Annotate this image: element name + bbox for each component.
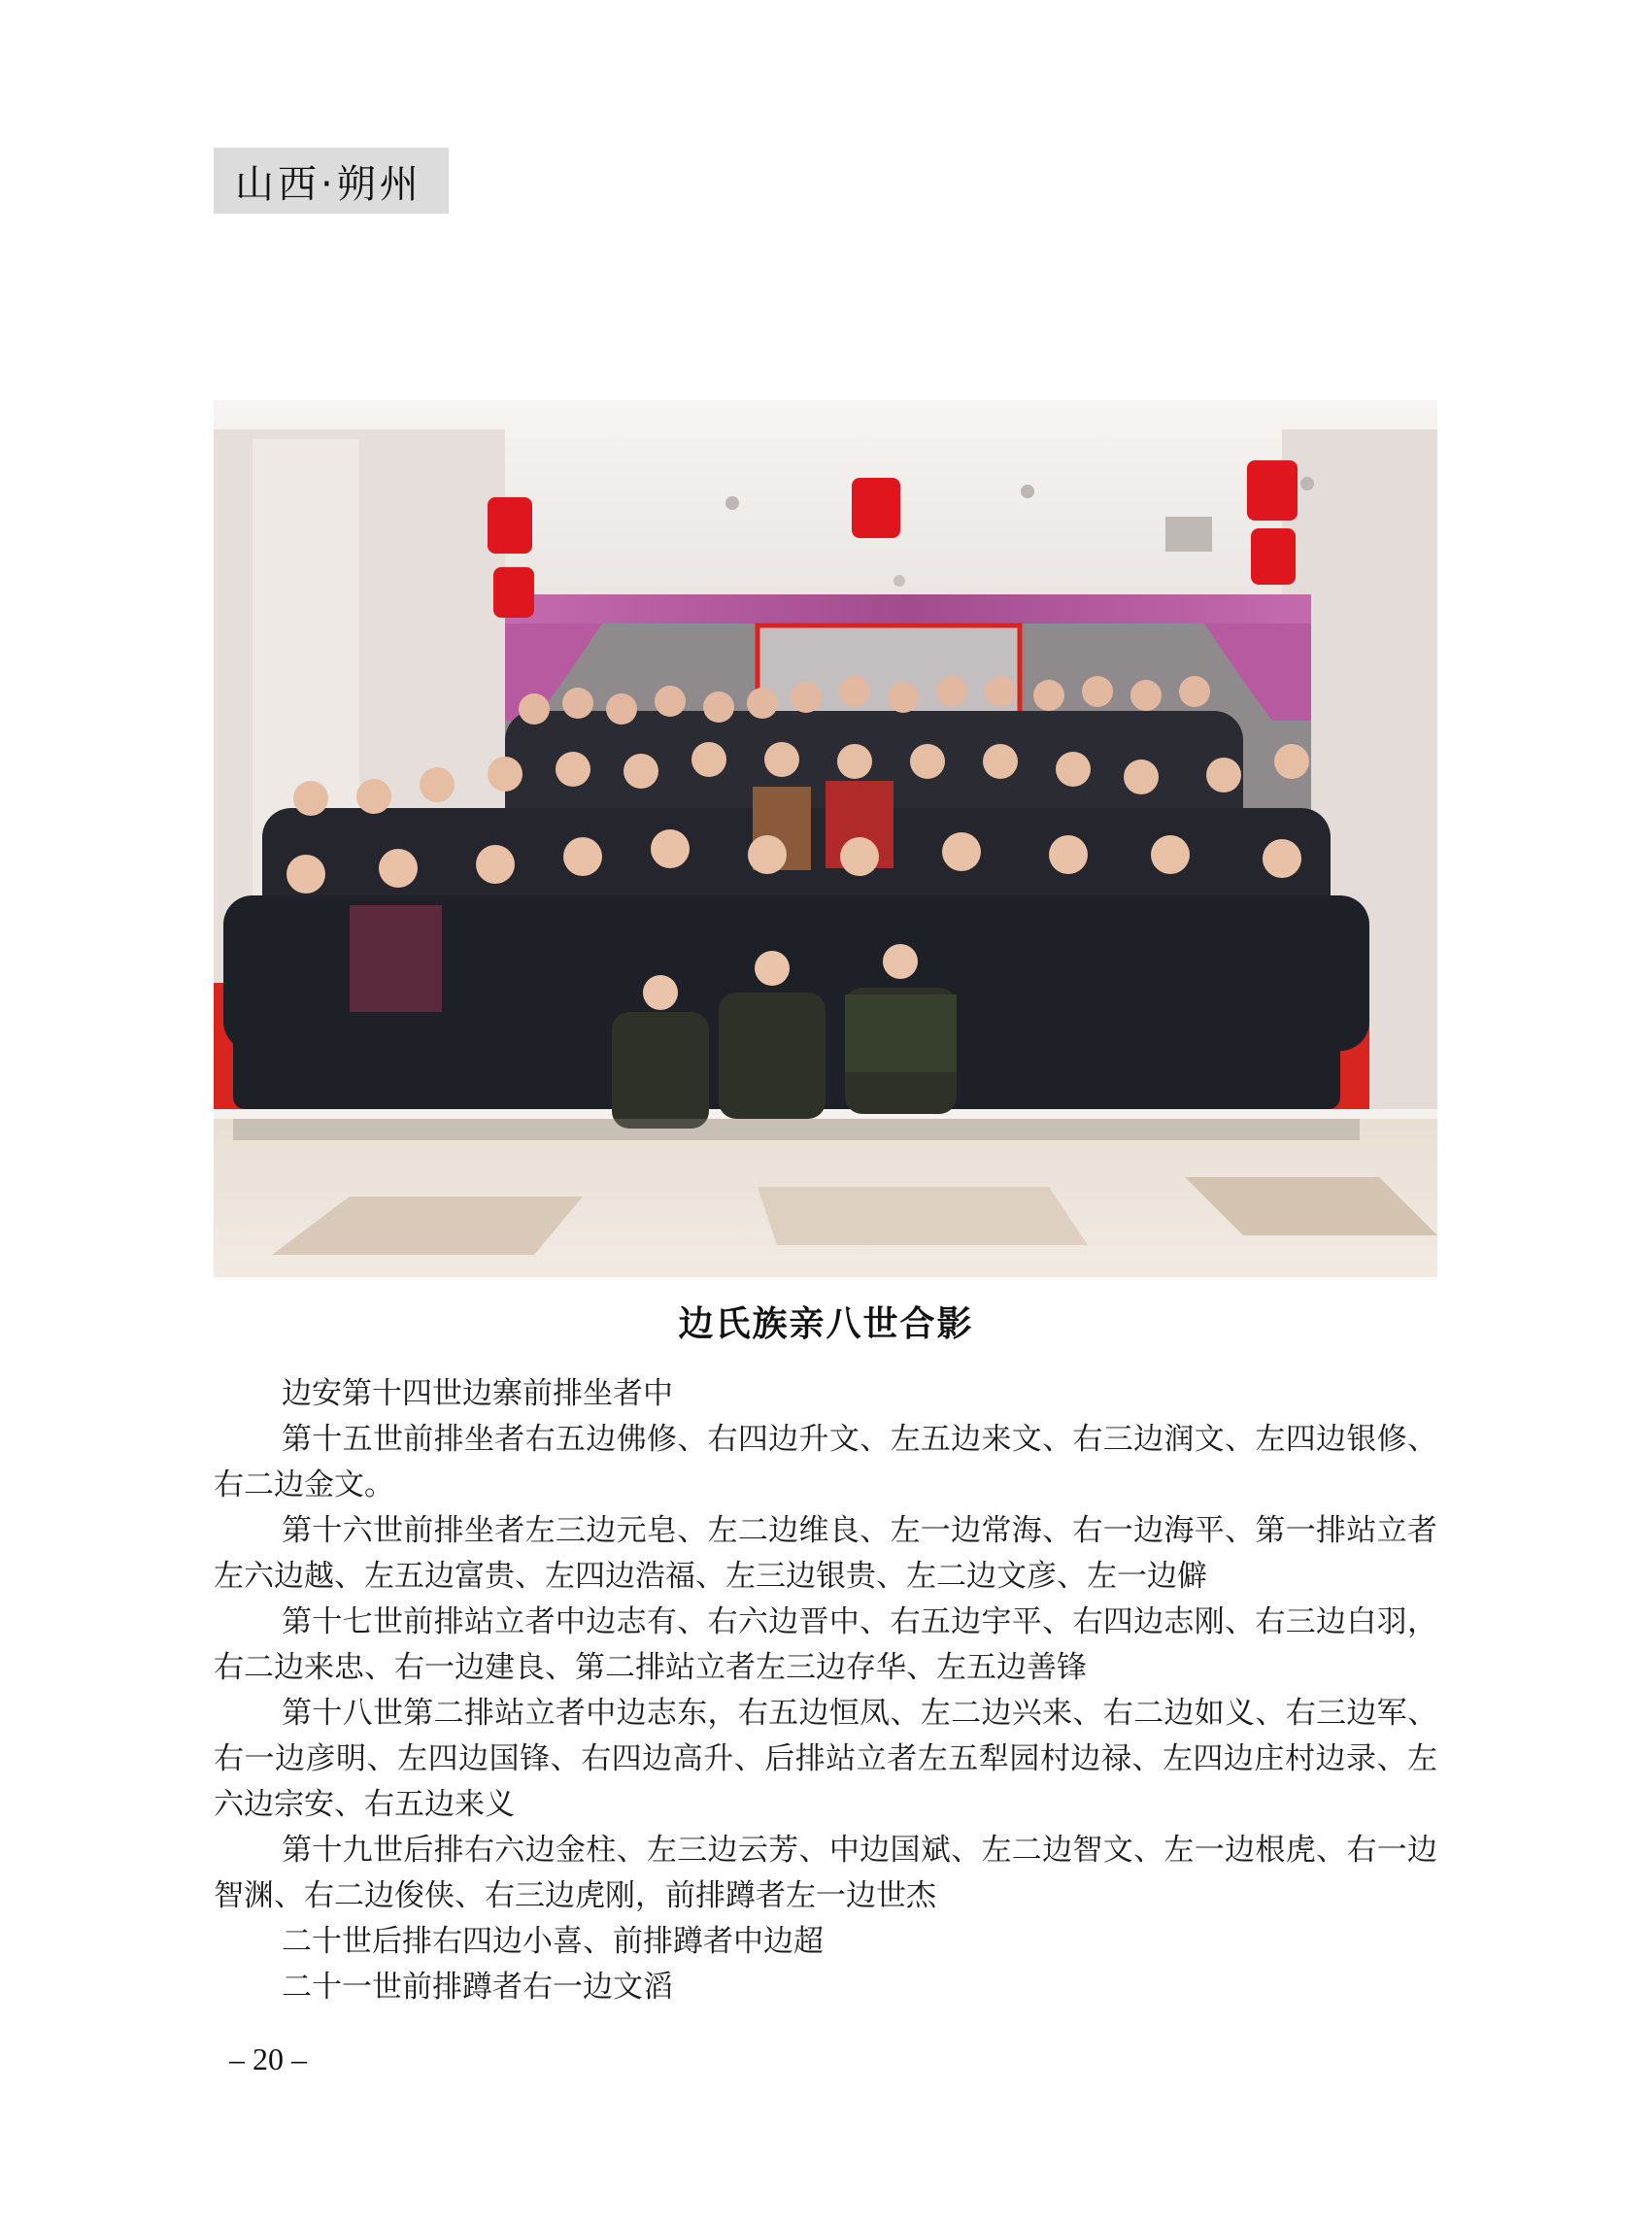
ceiling-light — [1021, 485, 1034, 498]
group-photo-drawing — [214, 400, 1437, 1277]
lantern-center — [852, 478, 900, 538]
paragraph-gen-15: 第十五世前排坐者右五边佛修、右四边升文、左五边来文、右三边润文、左四边银修、右二边金文。 — [214, 1422, 1437, 1502]
paragraph-gen-19: 第十九世后排右六边金柱、左三边云芳、中边国斌、左二边智文、左一边根虎、右一边智渊、右二边俊侠、右三边虎刚，前排蹲者左一边世杰 — [214, 1833, 1437, 1913]
curtain-valance — [505, 594, 1311, 624]
group-photo — [214, 400, 1437, 1277]
green-jacket — [845, 995, 957, 1072]
page-number: – 20 – — [229, 2041, 307, 2076]
paragraph-gen-17: 第十七世前排站立者中边志有、右六边晋中、右五边宇平、右四边志刚、右三边白羽，右二边来忠、右一边建良、第二排站立者左三边存华、左五边善锋 — [214, 1604, 1437, 1685]
paragraph-gen-21: 二十一世前排蹲者右一边文滔 — [282, 1970, 673, 2005]
region-label: 山西·朔州 — [235, 161, 422, 207]
ceiling-light — [725, 496, 739, 510]
region-tag — [214, 148, 449, 214]
ceiling-light — [1300, 477, 1314, 490]
paragraph-gen-16: 第十六世前排坐者左三边元皂、左二边维良、左一边常海、右一边海平、第一排站立者左六边越、左五边富贵、左四边浩福、左三边银贵、左二边文彦、左一边僻 — [214, 1513, 1437, 1594]
floor-tile — [758, 1187, 1088, 1245]
paragraph-gen-18: 第十八世第二排站立者中边志东，右五边恒凤、左二边兴来、右二边如义、右三边军、右一边彦明、左四边国锋、右四边高升、后排站立者左五犁园村边禄、左四边庄村边录、左六边宗安、右五边来义 — [214, 1696, 1437, 1822]
ceiling-light — [893, 575, 905, 587]
air-vent — [1165, 517, 1212, 552]
maroon-jacket — [350, 905, 442, 1012]
floor-shadow — [233, 1119, 1360, 1140]
paragraph-gen-20: 二十世后排右四边小喜、前排蹲者中边超 — [282, 1924, 824, 1959]
caption-body — [214, 1371, 1437, 2010]
paragraph-gen-14: 边安第十四世边寨前排坐者中 — [282, 1376, 673, 1411]
photo-caption: 边氏族亲八世合影 — [678, 1304, 974, 1344]
